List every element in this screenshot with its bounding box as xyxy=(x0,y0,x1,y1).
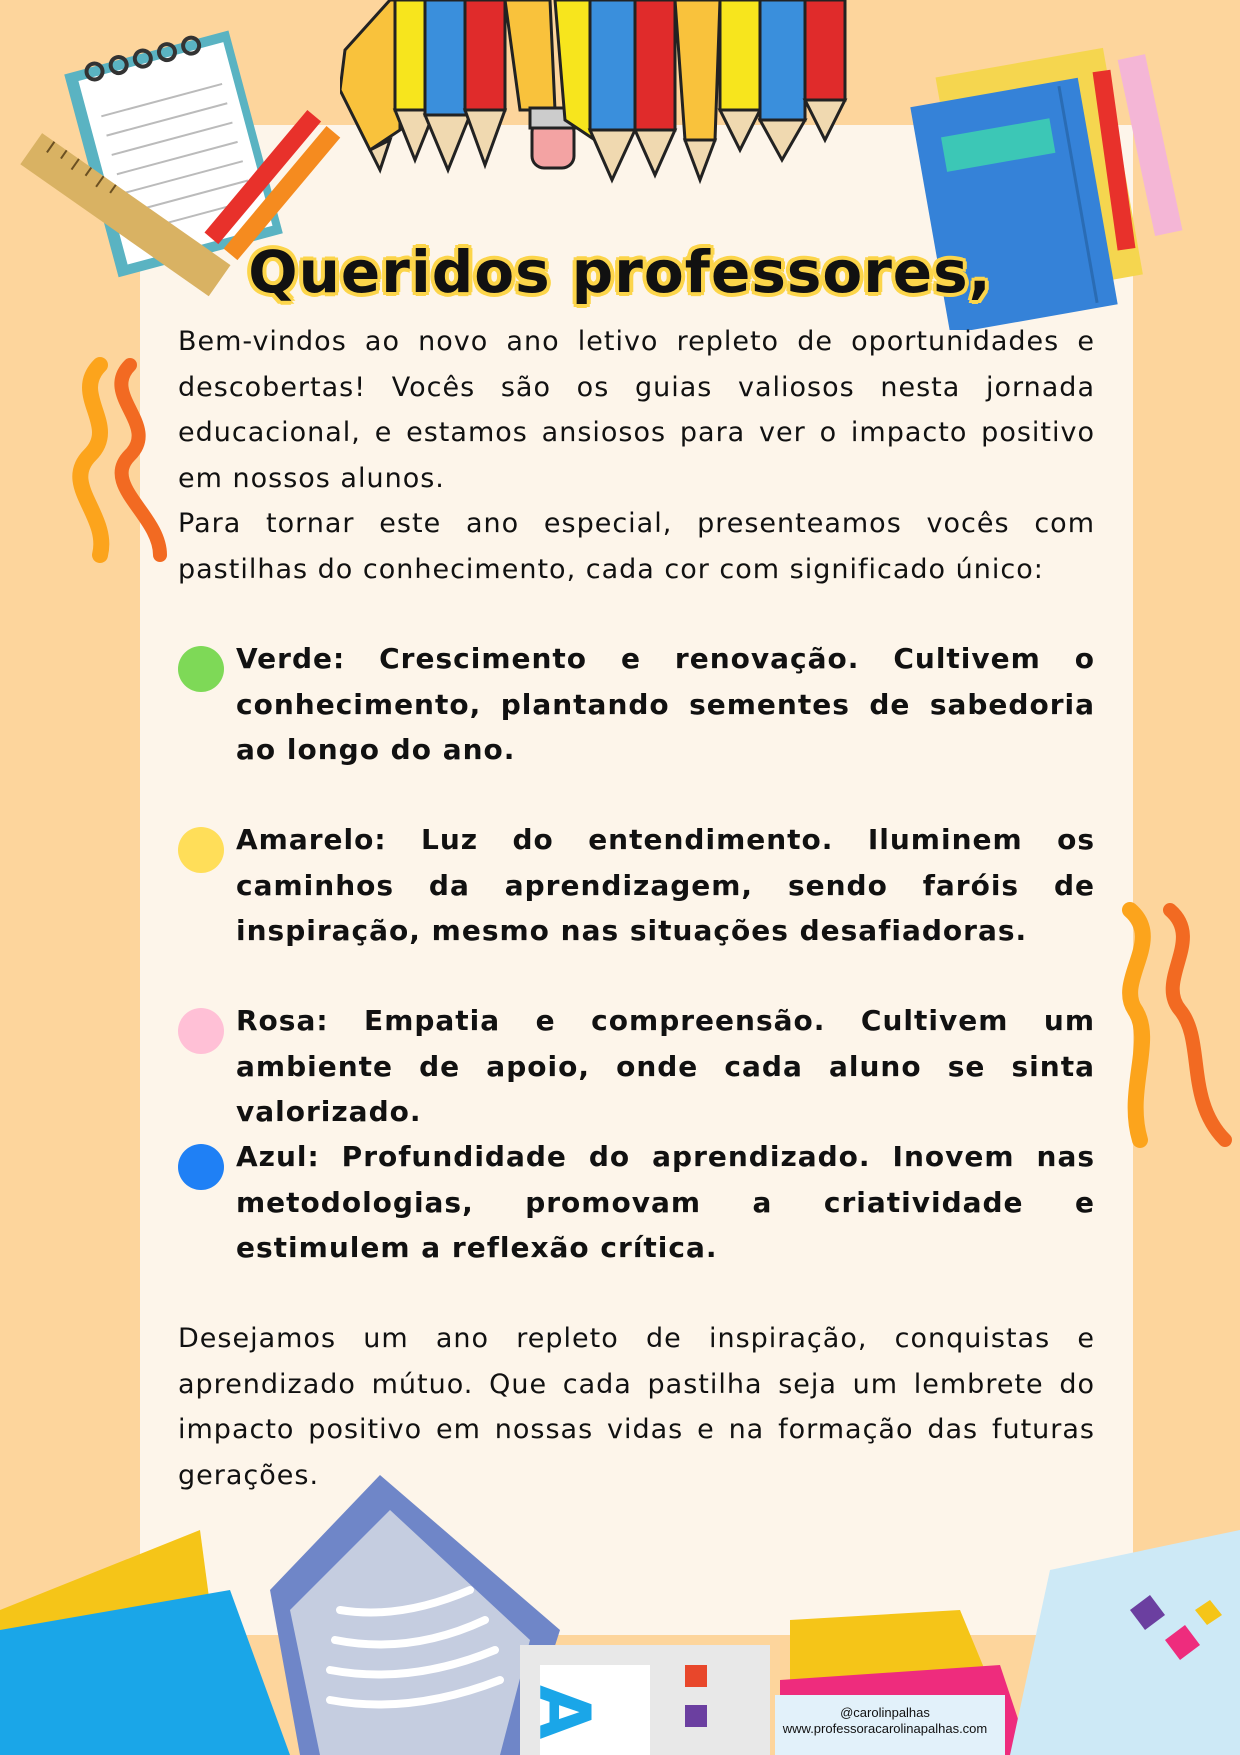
intro-text xyxy=(178,319,1095,592)
list-item-text: Rosa: Empatia e compreensão. Cultivem um ambiente de apoio, onde cada aluno se sinta valorizado. xyxy=(236,1004,1095,1128)
pencils-illustration xyxy=(340,0,890,190)
intro-paragraph: Bem-vindos ao novo ano letivo repleto de oportunidades e descobertas! Vocês são os guias valiosos nesta jornada educacional, e estamos ansiosos para ver o impacto positivo em nossos alunos. xyxy=(178,326,1095,494)
closing-paragraph: Desejamos um ano repleto de inspiração, conquistas e aprendizado mútuo. Que cada pastilha seja um lembrete do impacto positivo em nossas vidas e na formação das futuras gerações. xyxy=(178,1323,1095,1491)
page-title: Queridos professores, xyxy=(248,238,992,306)
list-item-text: Azul: Profundidade do aprendizado. Inovem nas metodologias, promovam a criatividade e estimulem a reflexão crítica. xyxy=(236,1140,1095,1264)
yellow-dot-icon xyxy=(178,827,224,873)
closing-text xyxy=(178,1316,1095,1498)
svg-text:A: A xyxy=(523,1685,605,1740)
list-item-text: Amarelo: Luz do entendimento. Iluminem os caminhos da aprendizagem, sendo faróis de inspiração, mesmo nas situações desafiadoras. xyxy=(236,823,1095,947)
list-item-azul xyxy=(178,1134,1095,1271)
list-item-rosa xyxy=(178,998,1095,1135)
footer-handle: @carolinpalhas xyxy=(840,1705,930,1720)
list-item-text: Verde: Crescimento e renovação. Cultivem o conhecimento, plantando sementes de sabedoria ao longo do ano. xyxy=(236,642,1095,766)
intro-paragraph: Para tornar este ano especial, presenteamos vocês com pastilhas do conhecimento, cada cor com significado único: xyxy=(178,508,1095,585)
blue-dot-icon xyxy=(178,1144,224,1190)
footer-website[interactable]: www.professoracarolinapalhas.com xyxy=(782,1721,988,1736)
squiggle-decoration-right xyxy=(1105,900,1240,1160)
list-item-verde xyxy=(178,636,1095,773)
green-dot-icon xyxy=(178,646,224,692)
bottom-papers-illustration xyxy=(0,1470,1240,1755)
footer-credits xyxy=(775,1705,995,1737)
pink-dot-icon xyxy=(178,1008,224,1054)
list-item-amarelo xyxy=(178,817,1095,954)
